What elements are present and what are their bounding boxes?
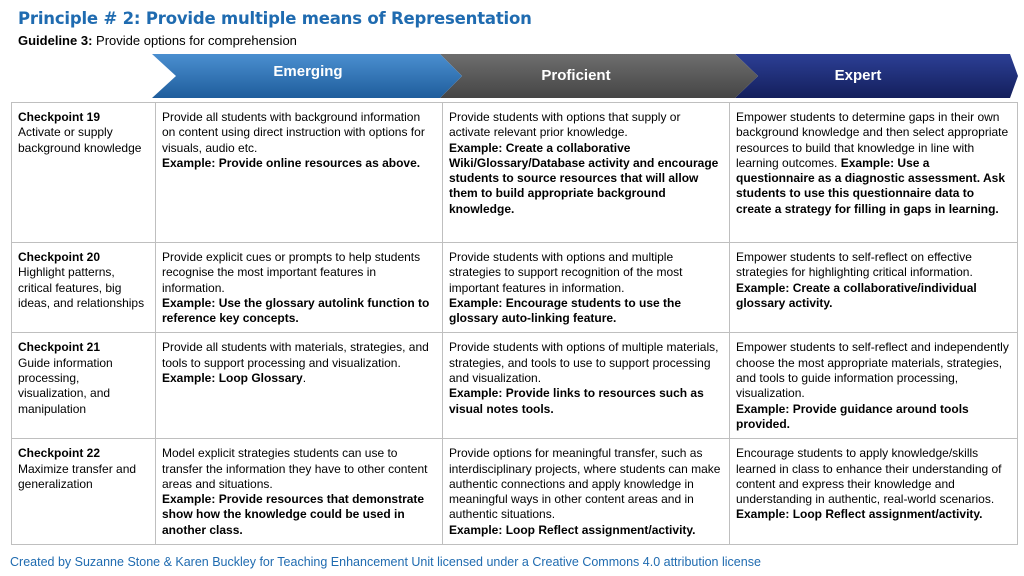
cell-text: Provide students with options of multiple materials, strategies, and tools to use to support processing and visualization.	[449, 340, 719, 386]
proficient-cell	[443, 103, 730, 243]
emerging-label: Emerging	[273, 63, 343, 80]
cell-text: Provide explicit cues or prompts to help students recognise the most important features in information.	[162, 250, 421, 295]
cell-example: Example: Loop Reflect assignment/activity.	[449, 522, 696, 537]
level-banner	[0, 54, 1024, 98]
cell-example: Example: Loop Reflect assignment/activity.	[736, 507, 983, 522]
guideline-text: Provide options for comprehension	[92, 33, 297, 48]
checkpoint-title: Checkpoint 20	[18, 250, 101, 264]
proficient-cell	[443, 439, 730, 545]
guideline-line	[18, 33, 297, 48]
checkpoint-row-19	[12, 103, 1018, 243]
emerging-cell	[156, 243, 443, 333]
cell-text: Provide options for meaningful transfer, such as interdisciplinary projects, where students can make authentic connections and apply knowledge in meaningful ways in other content areas and in authentic situations.	[449, 446, 721, 522]
emerging-cell	[156, 103, 443, 243]
cell-example: Example: Provide links to resources such as visual notes tools.	[449, 386, 704, 416]
page-title: Principle # 2: Provide multiple means of Representation	[18, 9, 532, 28]
cell-text: Empower students to determine gaps in their own background knowledge and then select appropriate resources to build that knowledge in line with learning outcomes.	[736, 110, 1009, 170]
cell-example-tail: .	[302, 371, 307, 386]
expert-cell	[730, 243, 1018, 333]
cell-example: Example: Create a collaborative/individual glossary activity.	[736, 280, 977, 310]
checkpoint-desc: Activate or supply background knowledge	[18, 125, 142, 155]
checkpoint-desc: Highlight patterns, critical features, big ideas, and relationships	[18, 265, 145, 310]
cell-text: Model explicit strategies students can use to transfer the information they have to other content areas and situations.	[162, 446, 428, 491]
checkpoint-title: Checkpoint 22	[18, 446, 101, 461]
checkpoint-cell	[12, 439, 156, 545]
cell-example: Example: Provide guidance around tools provided.	[736, 401, 969, 431]
footer-credit: Created by Suzanne Stone & Karen Buckley for Teaching Enhancement Unit licensed under a Creative Commons 4.0 attribution license	[10, 555, 761, 569]
cell-text: Provide all students with background information on content using direct instruction with options for visuals, audio etc.	[162, 110, 425, 155]
cell-example: Example: Provide online resources as above.	[162, 155, 421, 170]
emerging-cell	[156, 333, 443, 439]
checkpoint-desc: Guide information processing, visualization, and manipulation	[18, 355, 113, 416]
checkpoint-cell	[12, 243, 156, 333]
cell-text: Provide students with options that supply or activate relevant prior knowledge.	[449, 110, 681, 140]
checkpoint-cell	[12, 103, 156, 243]
proficient-cell	[443, 243, 730, 333]
checkpoint-cell	[12, 333, 156, 439]
cell-text: Encourage students to apply knowledge/skills learned in class to enhance their understanding of content and express their knowledge and understanding in authentic, real-world scenarios.	[736, 446, 1002, 507]
cell-text: Empower students to self-reflect on effective strategies for highlighting critical information.	[736, 250, 973, 280]
checkpoint-row-21	[12, 333, 1018, 439]
expert-cell	[730, 333, 1018, 439]
cell-text: Provide students with options and multiple strategies to support recognition of the most important features in information.	[449, 250, 683, 295]
cell-example: Example: Encourage students to use the glossary auto-linking feature.	[449, 295, 682, 326]
proficient-cell	[443, 333, 730, 439]
checkpoint-desc: Maximize transfer and generalization	[18, 461, 137, 491]
expert-cell	[730, 439, 1018, 545]
cell-example: Example: Loop Glossary	[162, 371, 303, 386]
checkpoint-title: Checkpoint 21	[18, 340, 101, 355]
guideline-label: Guideline 3:	[18, 33, 93, 48]
expert-cell	[730, 103, 1018, 243]
checkpoint-table	[11, 102, 1018, 545]
expert-label: Expert	[834, 67, 882, 84]
checkpoint-title: Checkpoint 19	[18, 110, 101, 124]
cell-text: Provide all students with materials, strategies, and tools to support processing and visualization.	[162, 340, 429, 370]
cell-text: Empower students to self-reflect and independently choose the most appropriate materials, strategies, and tools to guide information processing, visualization.	[736, 340, 1009, 401]
emerging-cell	[156, 439, 443, 545]
checkpoint-row-20	[12, 243, 1018, 333]
cell-example: Example: Use a questionnaire as a diagnostic assessment. Ask students to use this questionnaire data to create a strategy for filling in gaps in learning.	[736, 155, 1005, 216]
cell-example: Example: Use the glossary autolink function to reference key concepts.	[162, 295, 430, 326]
cell-example: Example: Create a collaborative Wiki/Glossary/Database activity and encourage students to source resources that will allow them to build appropriate background knowledge.	[449, 140, 719, 216]
proficient-label: Proficient	[541, 67, 611, 84]
checkpoint-row-22	[12, 439, 1018, 545]
cell-example: Example: Provide resources that demonstrate show how the knowledge could be used in another class.	[162, 492, 425, 537]
